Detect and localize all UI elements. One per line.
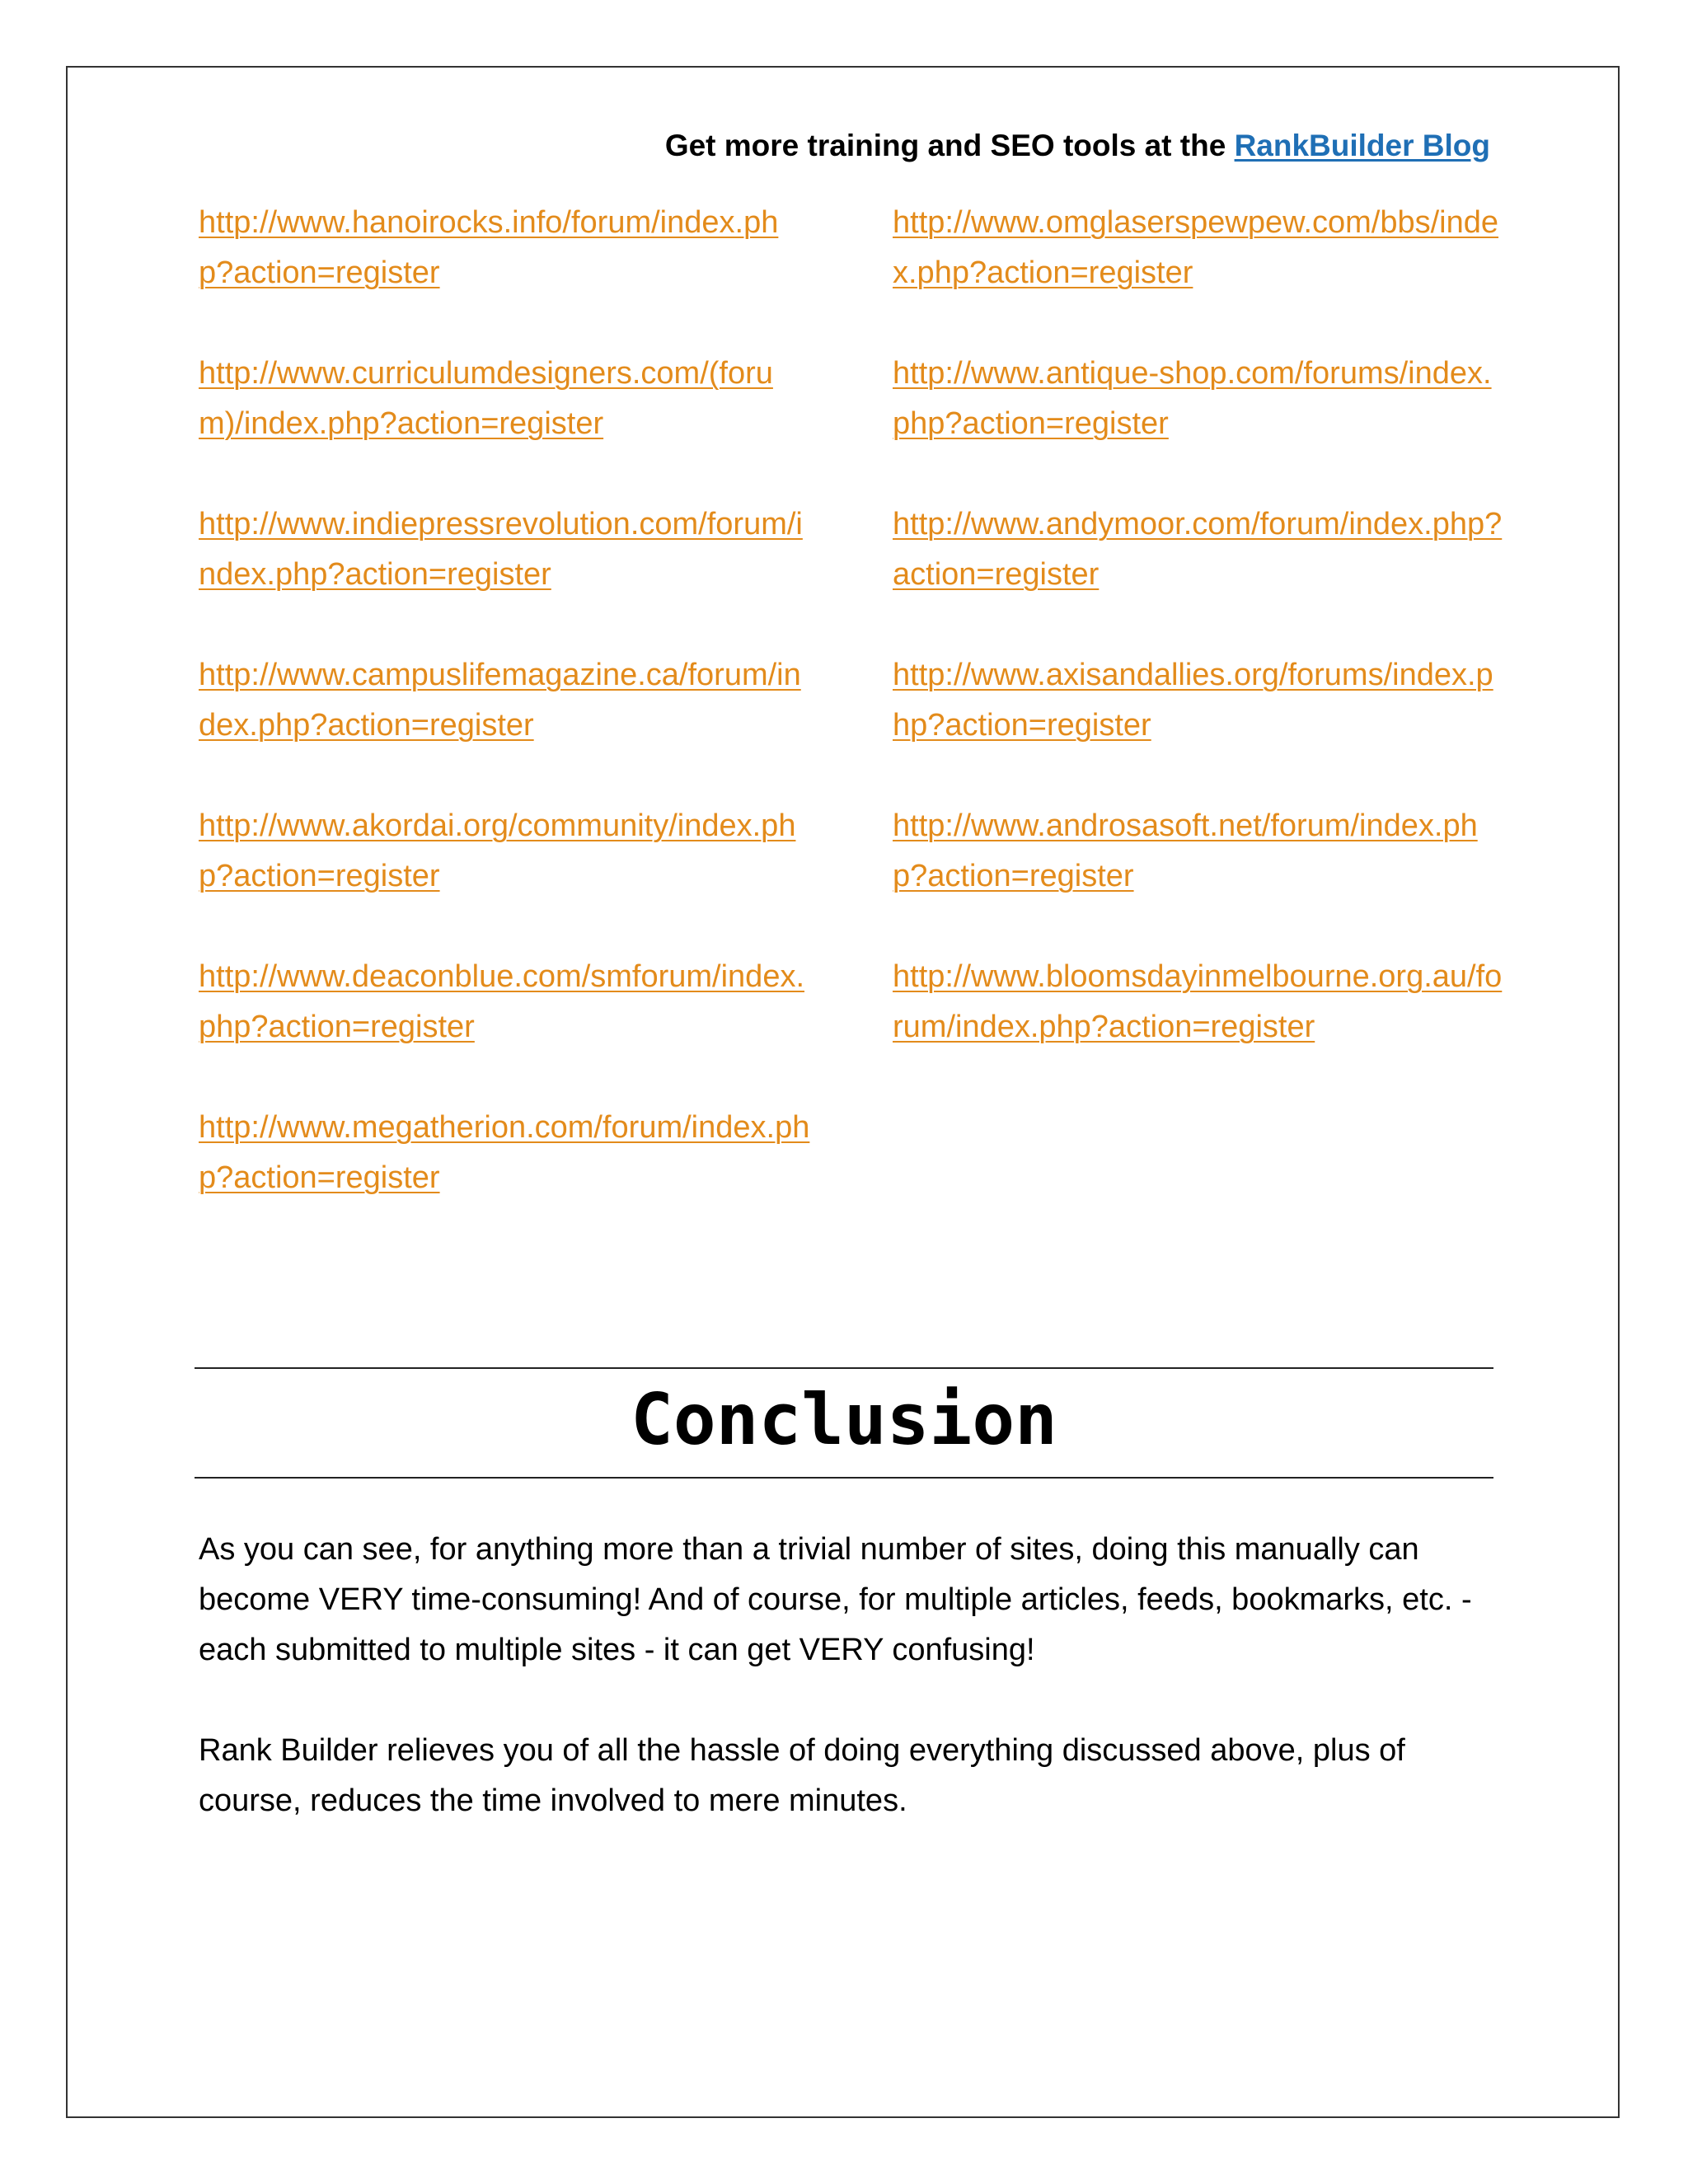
register-link[interactable]: http://www.megatherion.com/forum/index.php?action=register: [199, 1110, 810, 1195]
register-link[interactable]: http://www.bloomsdayinmelbourne.org.au/forum/index.php?action=register: [893, 959, 1503, 1044]
register-link[interactable]: http://www.andymoor.com/forum/index.php?action=register: [893, 507, 1503, 592]
conclusion-paragraph: Rank Builder relieves you of all the hassle of doing everything discussed above, plus of course, reduces the time involved to mere minutes.: [199, 1733, 1405, 1818]
register-link[interactable]: http://www.hanoirocks.info/forum/index.php?action=register: [199, 205, 779, 290]
rankbuilder-blog-link[interactable]: RankBuilder Blog: [1234, 129, 1490, 162]
register-link[interactable]: http://www.antique-shop.com/forums/index.php?action=register: [893, 356, 1492, 441]
register-link[interactable]: http://www.deaconblue.com/smforum/index.php?action=register: [199, 959, 805, 1044]
links-column-left: [199, 198, 813, 1254]
conclusion-rule-top: [195, 1367, 1493, 1369]
header-line: [665, 129, 1490, 163]
register-link[interactable]: http://www.androsasoft.net/forum/index.php?action=register: [893, 808, 1478, 893]
conclusion-body: [199, 1525, 1501, 1877]
register-link[interactable]: http://www.akordai.org/community/index.php?action=register: [199, 808, 796, 893]
links-column-right: [893, 198, 1507, 1103]
register-link[interactable]: http://www.axisandallies.org/forums/index.php?action=register: [893, 658, 1493, 743]
conclusion-rule-bottom: [195, 1477, 1493, 1479]
header-prefix: Get more training and SEO tools at the: [664, 129, 1235, 162]
register-link[interactable]: http://www.indiepressrevolution.com/forum/index.php?action=register: [199, 507, 803, 592]
register-link[interactable]: http://www.curriculumdesigners.com/(forum)/index.php?action=register: [199, 356, 773, 441]
conclusion-heading: Conclusion: [631, 1379, 1057, 1461]
register-link[interactable]: http://www.omglaserspewpew.com/bbs/index.php?action=register: [893, 205, 1499, 290]
register-link[interactable]: http://www.campuslifemagazine.ca/forum/index.php?action=register: [199, 658, 801, 743]
conclusion-paragraph: As you can see, for anything more than a trivial number of sites, doing this manually can become VERY time-consuming! And of course, for multiple articles, feeds, bookmarks, etc. - each submitted to multiple sites - it can get VERY confusing!: [199, 1532, 1472, 1667]
